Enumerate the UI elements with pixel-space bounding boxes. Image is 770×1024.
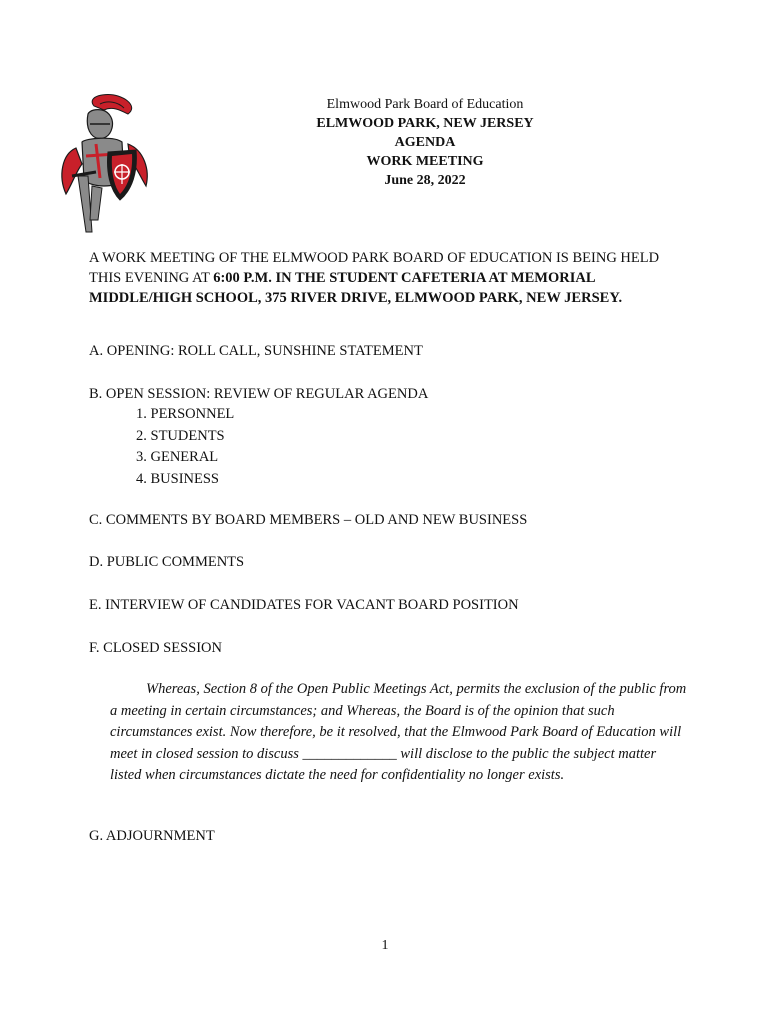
agenda-subitem: 2. STUDENTS xyxy=(136,428,225,444)
location: ELMWOOD PARK, NEW JERSEY xyxy=(316,116,534,131)
agenda-item-b: B. OPEN SESSION: REVIEW OF REGULAR AGENDA xyxy=(89,386,429,402)
organization-name: Elmwood Park Board of Education xyxy=(326,97,524,112)
document-header xyxy=(240,95,610,190)
knight-shield-icon xyxy=(56,92,152,238)
agenda-item-f: F. CLOSED SESSION xyxy=(89,640,222,656)
agenda-item-a: A. OPENING: ROLL CALL, SUNSHINE STATEMENT xyxy=(89,343,423,359)
agenda-item-g: G. ADJOURNMENT xyxy=(89,828,215,844)
resolution-text: Whereas, Section 8 of the Open Public Meetings Act, permits the exclusion of the public from a meeting in certain circumstances; and Whereas, the Board is of the opinion that such circumstances exist. Now therefore, be it resolved, that the Elmwood Park Board of Education will meet in closed session to discuss _____________ will disclose to the public the subject matter listed when circumstances dictate the need for confidentiality no longer exists. xyxy=(110,681,687,783)
intro-time-location: 6:00 P.M. IN THE STUDENT CAFETERIA AT MEMORIAL MIDDLE/HIGH SCHOOL, 375 RIVER DRIVE, ELMWOOD PARK, NEW JERSEY. xyxy=(89,270,623,306)
agenda-item-e: E. INTERVIEW OF CANDIDATES FOR VACANT BOARD POSITION xyxy=(89,597,519,613)
meeting-date: June 28, 2022 xyxy=(384,173,466,188)
document-type: AGENDA xyxy=(394,135,456,150)
agenda-item-c: C. COMMENTS BY BOARD MEMBERS – OLD AND NEW BUSINESS xyxy=(89,512,528,528)
intro-text: A WORK MEETING OF THE ELMWOOD PARK BOARD OF EDUCATION IS BEING HELD THIS EVENING AT xyxy=(89,250,660,286)
agenda-subitem: 4. BUSINESS xyxy=(136,471,219,487)
agenda-subitem: 1. PERSONNEL xyxy=(136,406,235,422)
page-number: 1 xyxy=(381,938,389,953)
intro-paragraph xyxy=(89,248,689,308)
agenda-item-d: D. PUBLIC COMMENTS xyxy=(89,554,245,570)
closed-session-resolution xyxy=(110,679,690,787)
agenda-subitem: 3. GENERAL xyxy=(136,449,219,465)
meeting-type: WORK MEETING xyxy=(366,154,484,169)
